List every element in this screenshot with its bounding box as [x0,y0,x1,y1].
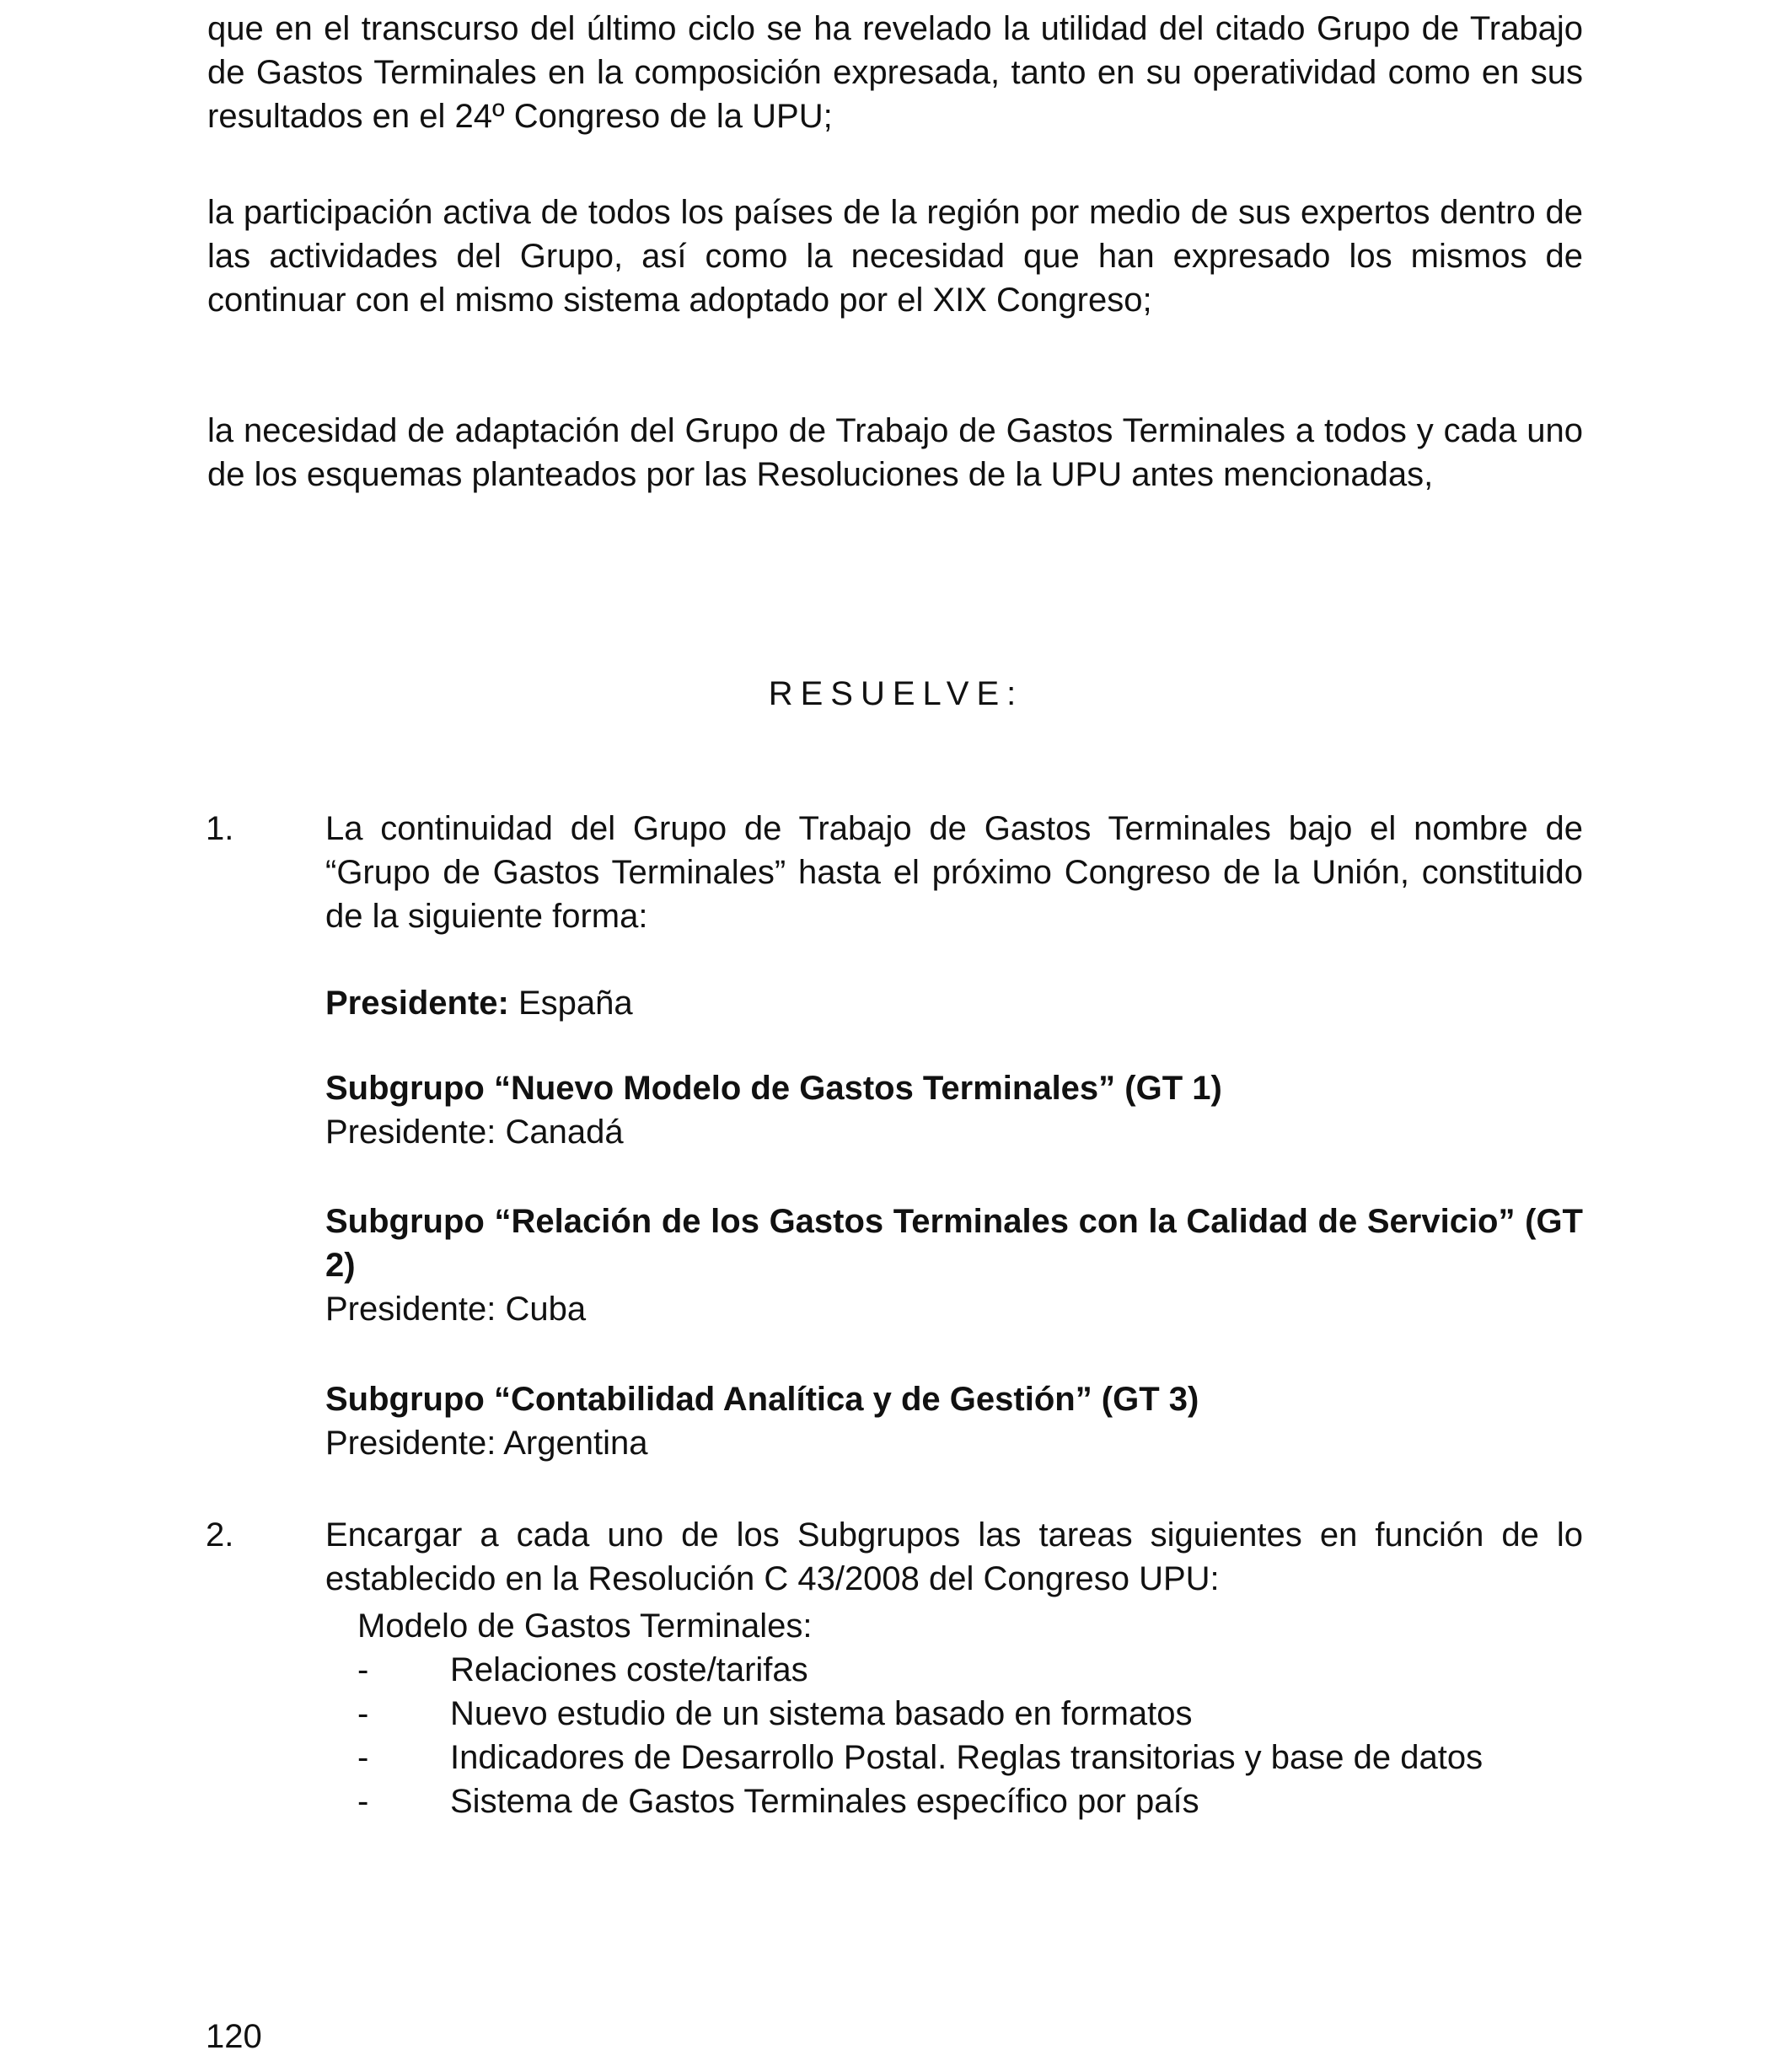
task-list [357,1648,1583,1823]
item-2-text: Encargar a cada uno de los Subgrupos las tareas siguientes en función de lo establecido en la Resolución C 43/2008 del Congreso UPU: [325,1516,1583,1597]
president-label: Presidente: [325,985,509,1022]
subgroup-gt1 [325,1066,1583,1154]
list-item: - Sistema de Gastos Terminales específico por país [357,1779,1583,1823]
dash-bullet: - [357,1739,369,1776]
subgroup-gt2 [325,1200,1583,1331]
subgroup-gt3 [325,1377,1583,1465]
subgroup-title: Subgrupo “Nuevo Modelo de Gastos Terminales” (GT 1) [325,1070,1222,1107]
president-value: España [508,985,633,1022]
paragraph-1: que en el transcurso del último ciclo se ha revelado la utilidad del citado Grupo de Trabajo de Gastos Terminales en la composición expresada, tanto en su operatividad como en sus resultados en el 24º Congreso de la UPU; [207,10,1583,135]
president-line [325,981,1583,1025]
paragraph-3: la necesidad de adaptación del Grupo de Trabajo de Gastos Terminales a todos y cada uno de los esquemas planteados por las Resoluciones de la UPU antes mencionadas, [207,412,1583,493]
resolution-heading: RESUELVE: [768,675,1024,712]
item-1-number: 1. [206,810,234,847]
list-item: - Relaciones coste/tarifas [357,1648,1583,1692]
page-number: 120 [206,2018,262,2055]
list-item: - Nuevo estudio de un sistema basado en formatos [357,1692,1583,1736]
subgroup-title: Subgrupo “Relación de los Gastos Terminales con la Calidad de Servicio” (GT 2) [325,1203,1583,1284]
subgroup-president: Presidente: Argentina [325,1425,648,1462]
subgroup-president: Presidente: Canadá [325,1114,624,1151]
paragraph-2: la participación activa de todos los países de la región por medio de sus expertos dentro de las actividades del Grupo, así como la necesidad que han expresado los mismos de continuar con el mismo sistema adoptado por el XIX Congreso; [207,194,1583,319]
item-1-text: La continuidad del Grupo de Trabajo de Gastos Terminales bajo el nombre de “Grupo de Gastos Terminales” hasta el próximo Congreso de la Unión, constituido de la siguiente forma: [325,810,1583,935]
subgroup-title: Subgrupo “Contabilidad Analítica y de Gestión” (GT 3) [325,1381,1199,1418]
list-item: - Indicadores de Desarrollo Postal. Reglas transitorias y base de datos [357,1736,1583,1779]
dash-bullet: - [357,1651,369,1688]
subgroup-president: Presidente: Cuba [325,1291,587,1328]
dash-bullet: - [357,1783,369,1820]
dash-bullet: - [357,1695,369,1732]
item-2-number: 2. [206,1516,234,1554]
task-list-title: Modelo de Gastos Terminales: [357,1607,813,1645]
